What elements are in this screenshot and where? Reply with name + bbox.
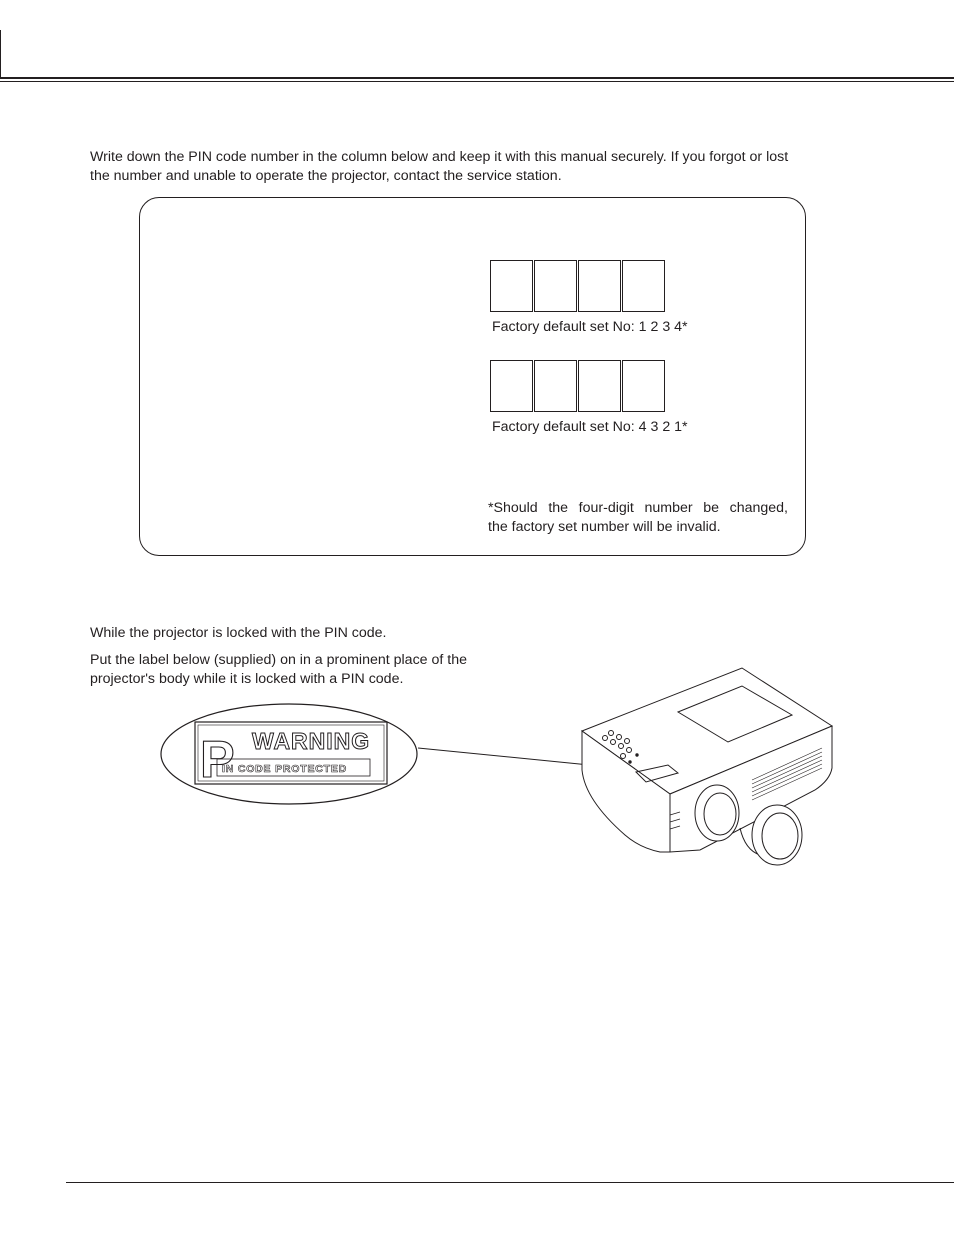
warning-title: WARNING bbox=[252, 728, 371, 754]
lens-inner bbox=[704, 793, 736, 835]
factory-default-note-1: Factory default set No: 1 2 3 4* bbox=[492, 319, 688, 335]
warning-p-letter: P bbox=[200, 731, 235, 789]
footer-rule bbox=[66, 1182, 954, 1183]
label-instruction-line-1: Put the label below (supplied) on in a prominent place of the bbox=[90, 652, 467, 668]
lens-cap bbox=[752, 805, 802, 865]
intro-line-1: Write down the PIN code number in the column below and keep it with this manual securely. If you forgot or lost bbox=[90, 149, 789, 165]
warning-label bbox=[161, 704, 417, 804]
change-note-line-1: *Should the four-digit number be changed, bbox=[488, 500, 788, 516]
change-note-line-2: the factory set number will be invalid. bbox=[488, 519, 721, 535]
projector-drawing bbox=[582, 668, 832, 865]
factory-default-note-2: Factory default set No: 4 3 2 1* bbox=[492, 419, 688, 435]
protected-text: IN CODE PROTECTED bbox=[222, 763, 348, 775]
locked-heading: While the projector is locked with the PIN code. bbox=[90, 625, 387, 641]
label-instruction-line-2: projector's body while it is locked with a PIN code. bbox=[90, 671, 404, 687]
intro-line-2: the number and unable to operate the projector, contact the service station. bbox=[90, 168, 562, 184]
